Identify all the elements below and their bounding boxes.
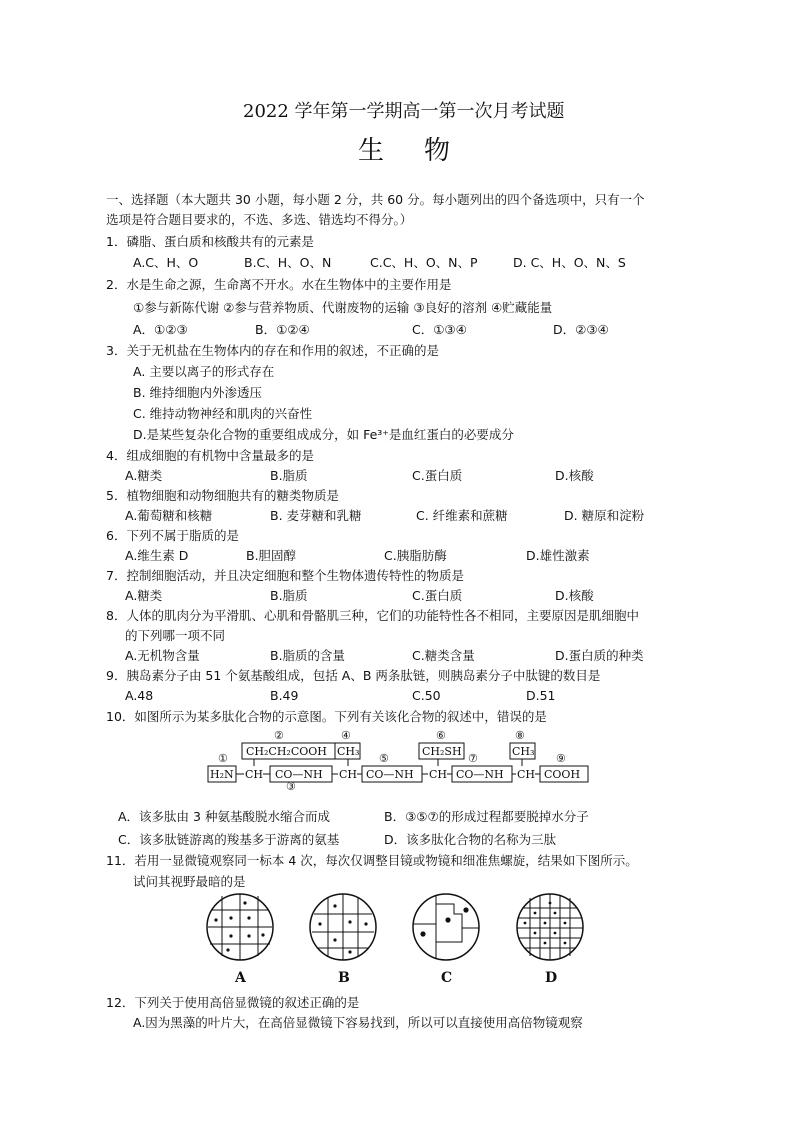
field-c xyxy=(413,894,479,960)
carboxyl-group: COOH xyxy=(544,768,581,781)
field-d xyxy=(517,894,583,960)
polypeptide-diagram xyxy=(200,728,600,796)
label-1: ① xyxy=(218,752,228,765)
q11-stem-line2: 试问其视野最暗的是 xyxy=(133,874,246,889)
alpha-carbon-3: CH xyxy=(429,768,448,781)
q1-option-d: D. C、H、O、N、S xyxy=(513,255,626,270)
field-label-a: A xyxy=(235,970,246,986)
q1-option-c: C.C、H、O、N、P xyxy=(370,255,478,270)
label-3: ③ xyxy=(286,780,296,793)
q8-stem-line2: 的下列哪一项不同 xyxy=(125,628,226,643)
label-8: ⑧ xyxy=(515,729,525,742)
alpha-carbon-2: CH xyxy=(339,768,358,781)
q3-option-b: B. 维持细胞内外渗透压 xyxy=(133,385,263,400)
q5-option-a: A.葡萄糖和核糖 xyxy=(125,508,213,523)
label-2: ② xyxy=(274,729,284,742)
q7-stem: 7．控制细胞活动，并且决定细胞和整个生物体遗传特性的物质是 xyxy=(106,568,464,583)
q3-option-a: A. 主要以离子的形式存在 xyxy=(133,364,275,379)
q8-option-a: A.无机物含量 xyxy=(125,648,200,663)
q2-option-c: C．①③④ xyxy=(412,322,467,337)
q12-stem: 12．下列关于使用高倍显微镜的叙述正确的是 xyxy=(106,995,360,1010)
q7-option-d: D.核酸 xyxy=(555,588,594,603)
label-7: ⑦ xyxy=(468,752,478,765)
q6-option-d: D.雄性激素 xyxy=(526,548,590,563)
q2-items: ①参与新陈代谢 ②参与营养物质、代谢废物的运输 ③良好的溶剂 ④贮藏能量 xyxy=(133,300,553,315)
q2-stem: 2．水是生命之源，生命离不开水。水在生物体中的主要作用是 xyxy=(106,277,452,292)
label-4: ④ xyxy=(341,729,351,742)
q9-option-b: B.49 xyxy=(270,688,299,703)
q7-option-c: C.蛋白质 xyxy=(412,588,463,603)
q12-option-a: A.因为黑藻的叶片大，在高倍显微镜下容易找到，所以可以直接使用高倍物镜观察 xyxy=(133,1015,583,1030)
subject-title: 生物 xyxy=(358,136,491,166)
exam-title: 2022 学年第一学期高一第一次月考试题 xyxy=(243,101,565,122)
q1-option-a: A.C、H、O xyxy=(133,255,199,270)
q5-stem: 5．植物细胞和动物细胞共有的糖类物质是 xyxy=(106,488,339,503)
q4-option-d: D.核酸 xyxy=(555,468,594,483)
q2-option-b: B．①②④ xyxy=(255,322,310,337)
field-label-c: C xyxy=(441,970,453,986)
label-6: ⑥ xyxy=(436,729,446,742)
q4-option-c: C.蛋白质 xyxy=(412,468,463,483)
q4-option-a: A.糖类 xyxy=(125,468,163,483)
q7-option-a: A.糖类 xyxy=(125,588,163,603)
q5-option-b: B. 麦芽糖和乳糖 xyxy=(270,508,362,523)
r-group-4: CH₃ xyxy=(337,745,360,758)
r-group-8: CH₃ xyxy=(512,745,535,758)
q9-option-c: C.50 xyxy=(412,688,441,703)
q10-option-d: D．该多肽化合物的名称为三肽 xyxy=(384,832,557,847)
q10-option-a: A．该多肽由 3 种氨基酸脱水缩合而成 xyxy=(118,809,330,824)
q5-option-d: D. 糖原和淀粉 xyxy=(564,508,645,523)
q10-option-c: C．该多肽链游离的羧基多于游离的氨基 xyxy=(118,832,340,847)
section-intro-line2: 选项是符合题目要求的，不选、多选、错选均不得分。） xyxy=(106,212,413,227)
q3-option-c: C. 维持动物神经和肌肉的兴奋性 xyxy=(133,406,313,421)
q8-option-b: B.脂质的含量 xyxy=(270,648,346,663)
q4-option-b: B.脂质 xyxy=(270,468,308,483)
q9-stem: 9．胰岛素分子由 51 个氨基酸组成，包括 A、B 两条肽链，则胰岛素分子中肽键的数目是 xyxy=(106,668,601,683)
q3-stem: 3．关于无机盐在生物体内的存在和作用的叙述，不正确的是 xyxy=(106,343,439,358)
q6-option-a: A.维生素 D xyxy=(125,548,189,563)
microscope-fields xyxy=(200,890,600,990)
amino-group: H₂N xyxy=(210,768,234,781)
q8-option-d: D.蛋白质的种类 xyxy=(555,648,644,663)
q1-stem: 1．磷脂、蛋白质和核酸共有的元素是 xyxy=(106,234,314,249)
peptide-bond-7: CO—NH xyxy=(456,768,504,781)
q6-option-b: B.胆固醇 xyxy=(246,548,297,563)
q8-stem: 8．人体的肌肉分为平滑肌、心肌和骨骼肌三种，它们的功能特性各不相同，主要原因是肌细胞中 xyxy=(106,608,639,623)
q2-option-a: A．①②③ xyxy=(133,322,188,337)
alpha-carbon-1: CH xyxy=(245,768,264,781)
q9-option-a: A.48 xyxy=(125,688,154,703)
q6-option-c: C.胰脂肪酶 xyxy=(384,548,447,563)
q11-stem: 11．若用一显微镜观察同一标本 4 次，每次仅调整目镜或物镜和细准焦螺旋，结果如下图所示。 xyxy=(106,853,638,868)
q1-option-b: B.C、H、O、N xyxy=(244,255,332,270)
section-intro-line1: 一、选择题（本大题共 30 小题，每小题 2 分，共 60 分。每小题列出的四个备选项中，只有一个 xyxy=(106,192,645,207)
peptide-bond-5: CO—NH xyxy=(366,768,414,781)
field-a xyxy=(207,894,273,960)
peptide-bond-3: CO—NH xyxy=(275,768,323,781)
label-9: ⑨ xyxy=(556,752,566,765)
q6-stem: 6．下列不属于脂质的是 xyxy=(106,528,239,543)
field-b xyxy=(310,894,376,960)
q10-stem: 10．如图所示为某多肽化合物的示意图。下列有关该化合物的叙述中，错误的是 xyxy=(106,709,547,724)
q3-option-d: D.是某些复杂化合物的重要组成成分，如 Fe³⁺是血红蛋白的必要成分 xyxy=(133,427,514,442)
q4-stem: 4．组成细胞的有机物中含量最多的是 xyxy=(106,448,314,463)
q8-option-c: C.糖类含量 xyxy=(412,648,475,663)
field-label-d: D xyxy=(545,970,558,986)
q5-option-c: C. 纤维素和蔗糖 xyxy=(416,508,508,523)
q2-option-d: D．②③④ xyxy=(553,322,609,337)
r-group-2: CH₂CH₂COOH xyxy=(246,745,327,758)
q9-option-d: D.51 xyxy=(526,688,556,703)
label-5: ⑤ xyxy=(379,752,389,765)
r-group-6: CH₂SH xyxy=(422,745,462,758)
q10-option-b: B．③⑤⑦的形成过程都要脱掉水分子 xyxy=(384,809,589,824)
alpha-carbon-4: CH xyxy=(517,768,536,781)
field-label-b: B xyxy=(338,970,350,986)
q7-option-b: B.脂质 xyxy=(270,588,308,603)
